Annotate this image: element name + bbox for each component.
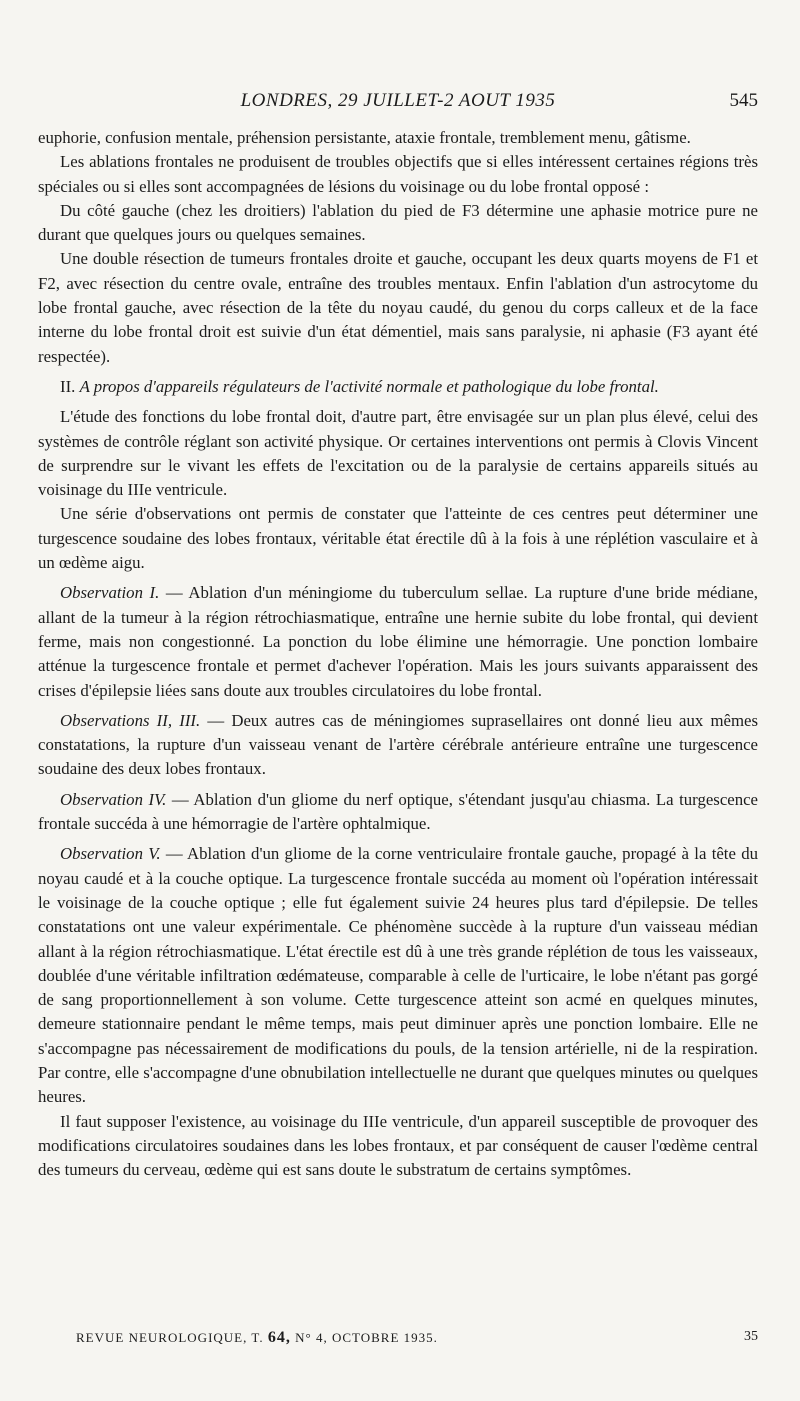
journal-volume: 64, (267, 1329, 291, 1346)
section-number: II. (60, 376, 76, 396)
paragraph: Il faut supposer l'existence, au voisinage du IIIe ventricule, d'un appareil susceptible de provoquer des modifications circulatoires soudaines dans les lobes frontaux, et par conséquent de causer l'œdème central des tumeurs du cerveau, œdème qui est sans doute le substratum de certains symptômes. (38, 1111, 758, 1180)
observation-paragraph (38, 842, 758, 1109)
page-number: 545 (729, 90, 758, 111)
observation-label: Observation IV. (60, 789, 167, 809)
observation-paragraph (38, 581, 758, 702)
journal-issue: N° 4, OCTOBRE 1935. (295, 1330, 438, 1345)
section-title: A propos d'appareils régulateurs de l'activité normale et pathologique du lobe frontal. (79, 376, 659, 396)
journal-name: REVUE NEUROLOGIQUE, T. (76, 1330, 264, 1345)
paragraph: Une double résection de tumeurs frontales droite et gauche, occupant les deux quarts moyens de F1 et F2, avec résection du centre ovale, entraîne des troubles mentaux. Enfin l'ablation d'un astrocytome du lobe frontal gauche, avec résection de la tête du noyau caudé, du genou du corps calleux et de la face interne du lobe frontal droit est suivie d'un état démentiel, mais sans paralysie, ni aphasie (F3 ayant été respectée). (38, 249, 758, 366)
section-heading (38, 375, 758, 399)
observation-label: Observation V. (60, 844, 161, 864)
page-footer (38, 1329, 758, 1353)
observation-paragraph (38, 709, 758, 782)
observation-text: — Ablation d'un méningiome du tuberculum sellae. La rupture d'une bride médiane, allant de la tumeur à la région rétrochiasmatique, entraîne une hernie subite du lobe frontal, qui devient ferme, mais non congestionné. La ponction du lobe élimine une hémorragie. Une ponction lombaire atténue la turgescence frontale et permet d'achever l'opération. Mais les jours suivants apparaissent des crises d'épilepsie liées sans doute aux troubles circulatoires du lobe frontal. (38, 583, 758, 700)
observation-text: — Deux autres cas de méningiomes suprasellaires ont donné lieu aux mêmes constatations, la rupture d'un vaisseau venant de l'artère cérébrale antérieure entraîne une turgescence soudaine des deux lobes frontaux. (38, 710, 758, 779)
running-header (38, 90, 758, 116)
paragraph: euphorie, confusion mentale, préhension persistante, ataxie frontale, tremblement menu, gâtisme. (38, 128, 691, 147)
observation-text: — Ablation d'un gliome du nerf optique, s'étendant jusqu'au chiasma. La turgescence frontale succéda à une hémorragie de l'artère ophtalmique. (38, 789, 759, 834)
observation-paragraph (38, 788, 758, 837)
paragraph: Une série d'observations ont permis de constater que l'atteinte de ces centres peut déterminer une turgescence soudaine des lobes frontaux, véritable état érectile dû à la fois à une réplétion vasculaire et à un œdème aigu. (38, 504, 758, 573)
observation-label: Observation I. (60, 583, 160, 603)
body-text (38, 126, 758, 1182)
running-title: LONDRES, 29 JUILLET-2 AOUT 1935 (240, 90, 556, 111)
paragraph: L'étude des fonctions du lobe frontal doit, d'autre part, être envisagée sur un plan plus élevé, celui des systèmes de contrôle réglant son activité physique. Or certaines interventions ont permis à Clovis Vincent de surprendre sur le vivant les effets de l'excitation ou de la paralysie de certains appareils situés au voisinage du IIIe ventricule. (38, 407, 758, 500)
signature-mark: 35 (744, 1329, 758, 1344)
observation-label: Observations II, III. (60, 710, 201, 730)
paragraph: Du côté gauche (chez les droitiers) l'ablation du pied de F3 détermine une aphasie motrice pure ne durant que quelques jours ou quelques semaines. (38, 200, 758, 245)
observation-text: — Ablation d'un gliome de la corne ventriculaire frontale gauche, propagé à la tête du noyau caudé et à la couche optique. La turgescence frontale succéda au moment où l'opération intéressait le voisinage de la couche optique ; elle fut également suivie 24 heures plus tard d'épilepsie. De telles constatations ont une valeur expérimentale. Ce phénomène succède à la rupture d'un vaisseau médian allant à la région rétrochiasmatique. L'état érectile est dû à une très grande réplétion de tous les vaisseaux, doublée d'une véritable infiltration œdémateuse, comparable à celle de l'urticaire, le lobe n'étant pas gorgé de sang proportionnellement à son volume. Cette turgescence atteint son acmé en quelques minutes, demeure stationnaire pendant le même temps, mais peut diminuer après une ponction lombaire. Elle ne s'accompagne pas nécessairement de modifications du pouls, de la tension artérielle, ni de la respiration. Par contre, elle s'accompagne d'une obnubilation intellectuelle ne durant que quelques minutes ou quelques heures. (38, 844, 758, 1107)
journal-citation (76, 1329, 438, 1347)
paragraph: Les ablations frontales ne produisent de troubles objectifs que si elles intéressent certaines régions très spéciales ou si elles sont accompagnées de lésions du voisinage ou du lobe frontal opposé : (38, 152, 758, 196)
